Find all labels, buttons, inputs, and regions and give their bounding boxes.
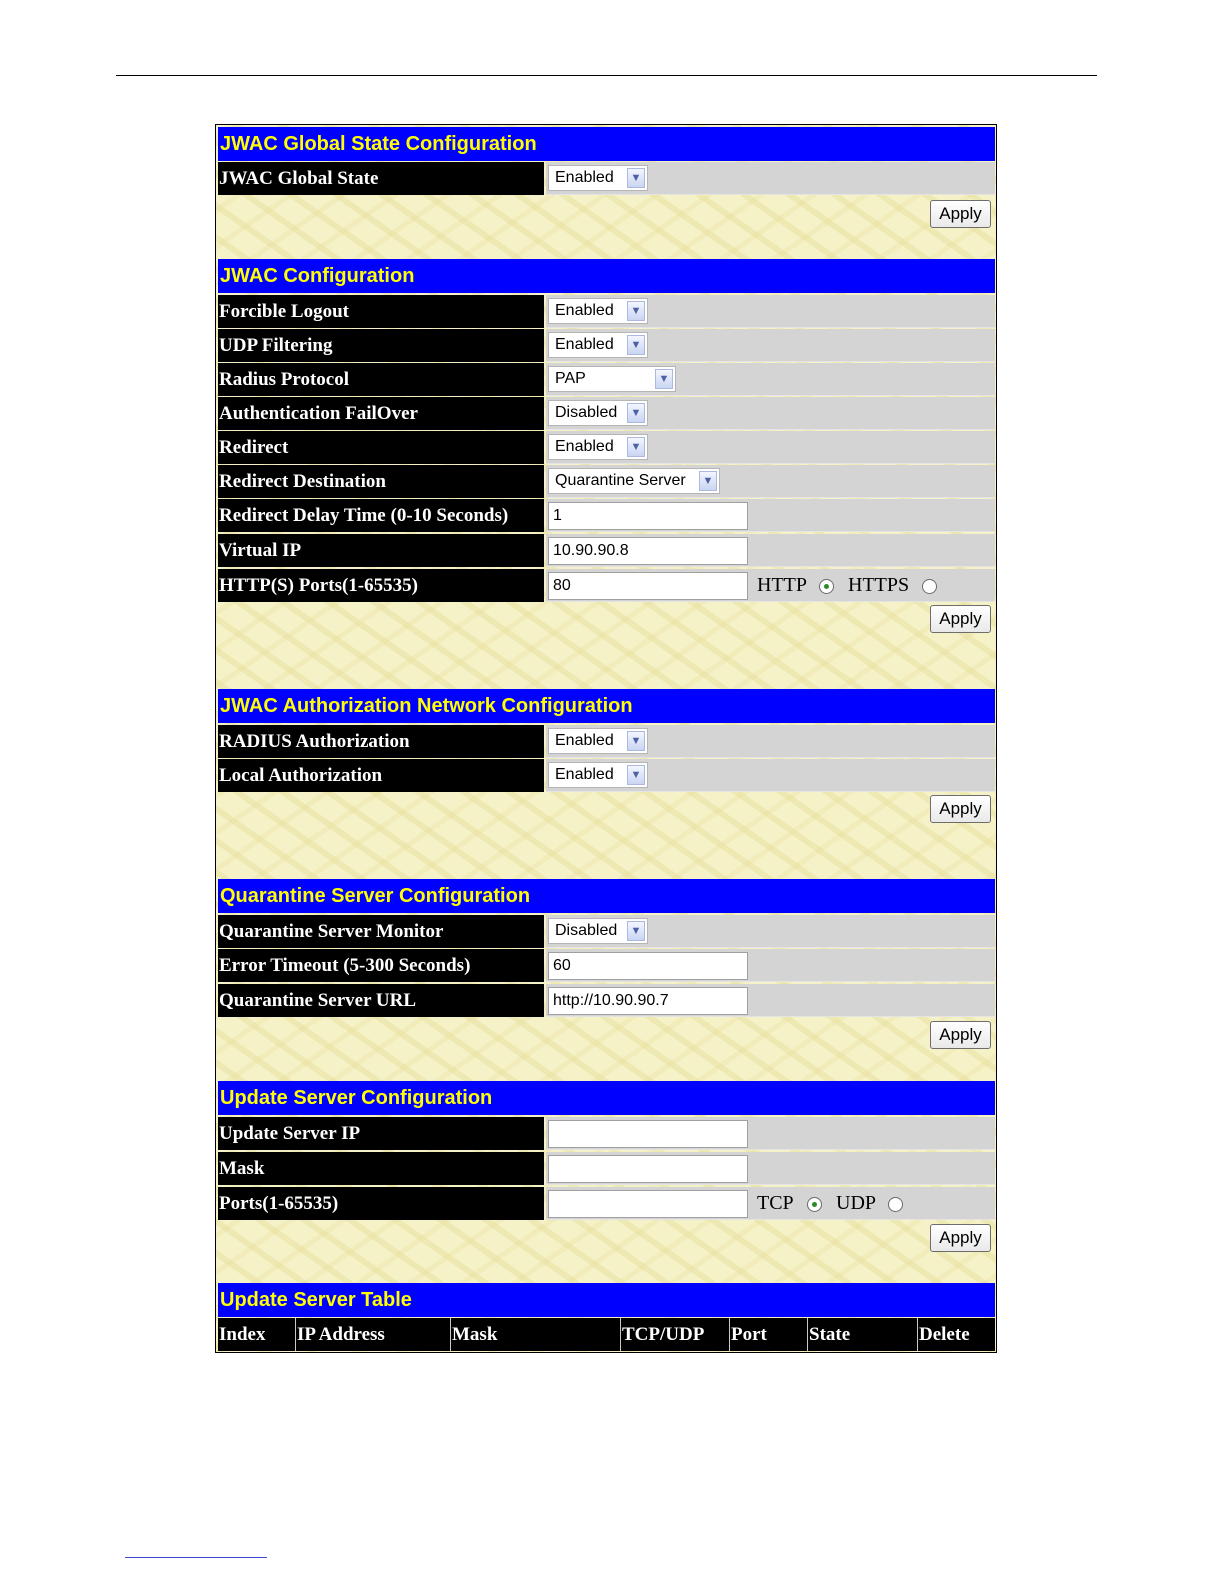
column-header-mask: Mask — [451, 1318, 621, 1351]
row-http-ports — [218, 569, 995, 602]
field-label: Update Server IP — [218, 1117, 544, 1150]
section-header-quarantine-server: Quarantine Server Configuration — [218, 879, 995, 913]
field-label: Forcible Logout — [218, 295, 544, 328]
row-error-timeout — [218, 949, 995, 982]
radius-protocol-select[interactable]: PAP ▼ — [548, 366, 676, 392]
chevron-down-icon: ▼ — [627, 921, 645, 941]
field-label: RADIUS Authorization — [218, 725, 544, 758]
row-virtual-ip — [218, 534, 995, 567]
virtual-ip-input[interactable]: 10.90.90.8 — [548, 537, 748, 565]
radio-unchecked-icon[interactable] — [922, 579, 937, 594]
row-update-server-ip — [218, 1117, 995, 1150]
redirect-destination-select[interactable]: Quarantine Server ▼ — [548, 468, 720, 494]
udp-radio-label: UDP — [836, 1192, 877, 1214]
http-radio-label: HTTP — [757, 574, 807, 596]
quarantine-server-monitor-select[interactable]: Disabled ▼ — [548, 918, 648, 944]
field-label: JWAC Global State — [218, 162, 544, 195]
apply-button-global-state[interactable]: Apply — [930, 200, 991, 228]
radio-unchecked-icon[interactable] — [888, 1197, 903, 1212]
chevron-down-icon: ▼ — [699, 471, 717, 491]
chevron-down-icon: ▼ — [627, 335, 645, 355]
update-ports-input[interactable] — [548, 1190, 748, 1218]
radio-checked-icon[interactable] — [807, 1197, 822, 1212]
column-header-index: Index — [218, 1318, 296, 1351]
row-udp-filtering — [218, 329, 995, 362]
section-header-jwac-config: JWAC Configuration — [218, 259, 995, 293]
field-label: Redirect Destination — [218, 465, 544, 498]
field-label: Virtual IP — [218, 534, 544, 567]
column-header-ip-address: IP Address — [296, 1318, 451, 1351]
error-timeout-input[interactable]: 60 — [548, 952, 748, 980]
update-server-table-header — [218, 1318, 995, 1351]
field-label: Radius Protocol — [218, 363, 544, 396]
column-header-tcp-udp: TCP/UDP — [621, 1318, 730, 1351]
chevron-down-icon: ▼ — [627, 437, 645, 457]
chevron-down-icon: ▼ — [627, 403, 645, 423]
http-ports-input[interactable]: 80 — [548, 572, 748, 600]
section-header-update-server-table: Update Server Table — [218, 1283, 995, 1317]
field-label: Redirect Delay Time (0-10 Seconds) — [218, 499, 544, 532]
mask-input[interactable] — [548, 1155, 748, 1183]
row-redirect-delay-time — [218, 499, 995, 532]
row-local-authorization — [218, 759, 995, 792]
row-quarantine-server-url — [218, 984, 995, 1017]
field-label: UDP Filtering — [218, 329, 544, 362]
jwac-config-panel — [215, 124, 997, 1353]
udp-filtering-select[interactable]: Enabled ▼ — [548, 332, 648, 358]
row-authentication-failover — [218, 397, 995, 430]
radio-checked-icon[interactable] — [819, 579, 834, 594]
column-header-state: State — [808, 1318, 918, 1351]
row-redirect — [218, 431, 995, 464]
row-mask — [218, 1152, 995, 1185]
row-update-ports — [218, 1187, 995, 1220]
field-label: Local Authorization — [218, 759, 544, 792]
forcible-logout-select[interactable]: Enabled ▼ — [548, 298, 648, 324]
chevron-down-icon: ▼ — [627, 731, 645, 751]
apply-button-update-server[interactable]: Apply — [930, 1224, 991, 1252]
row-quarantine-server-monitor — [218, 915, 995, 948]
page-bottom-rule — [125, 1557, 267, 1558]
section-header-global-state: JWAC Global State Configuration — [218, 127, 995, 161]
redirect-delay-time-input[interactable]: 1 — [548, 502, 748, 530]
field-label: Quarantine Server URL — [218, 984, 544, 1017]
field-label: Authentication FailOver — [218, 397, 544, 430]
tcp-radio-label: TCP — [757, 1192, 794, 1214]
row-radius-authorization — [218, 725, 995, 758]
chevron-down-icon: ▼ — [627, 301, 645, 321]
field-label: HTTP(S) Ports(1-65535) — [218, 569, 544, 602]
column-header-port: Port — [730, 1318, 808, 1351]
page-top-rule — [116, 75, 1097, 76]
update-server-ip-input[interactable] — [548, 1120, 748, 1148]
apply-button-authorization-network[interactable]: Apply — [930, 795, 991, 823]
field-label: Ports(1-65535) — [218, 1187, 544, 1220]
redirect-select[interactable]: Enabled ▼ — [548, 434, 648, 460]
chevron-down-icon: ▼ — [627, 765, 645, 785]
https-radio-label: HTTPS — [848, 574, 910, 596]
row-redirect-destination — [218, 465, 995, 498]
row-forcible-logout — [218, 295, 995, 328]
authentication-failover-select[interactable]: Disabled ▼ — [548, 400, 648, 426]
quarantine-server-url-input[interactable]: http://10.90.90.7 — [548, 987, 748, 1015]
section-header-authorization-network: JWAC Authorization Network Configuration — [218, 689, 995, 723]
radius-authorization-select[interactable]: Enabled ▼ — [548, 728, 648, 754]
apply-button-quarantine-server[interactable]: Apply — [930, 1021, 991, 1049]
row-jwac-global-state — [218, 162, 995, 195]
section-header-update-server: Update Server Configuration — [218, 1081, 995, 1115]
local-authorization-select[interactable]: Enabled ▼ — [548, 762, 648, 788]
field-label: Redirect — [218, 431, 544, 464]
field-label: Error Timeout (5-300 Seconds) — [218, 949, 544, 982]
jwac-global-state-select[interactable]: Enabled ▼ — [548, 165, 648, 191]
row-radius-protocol — [218, 363, 995, 396]
field-label: Mask — [218, 1152, 544, 1185]
apply-button-jwac-config[interactable]: Apply — [930, 605, 991, 633]
field-label: Quarantine Server Monitor — [218, 915, 544, 948]
chevron-down-icon: ▼ — [627, 168, 645, 188]
chevron-down-icon: ▼ — [655, 369, 673, 389]
column-header-delete: Delete — [919, 1324, 970, 1345]
